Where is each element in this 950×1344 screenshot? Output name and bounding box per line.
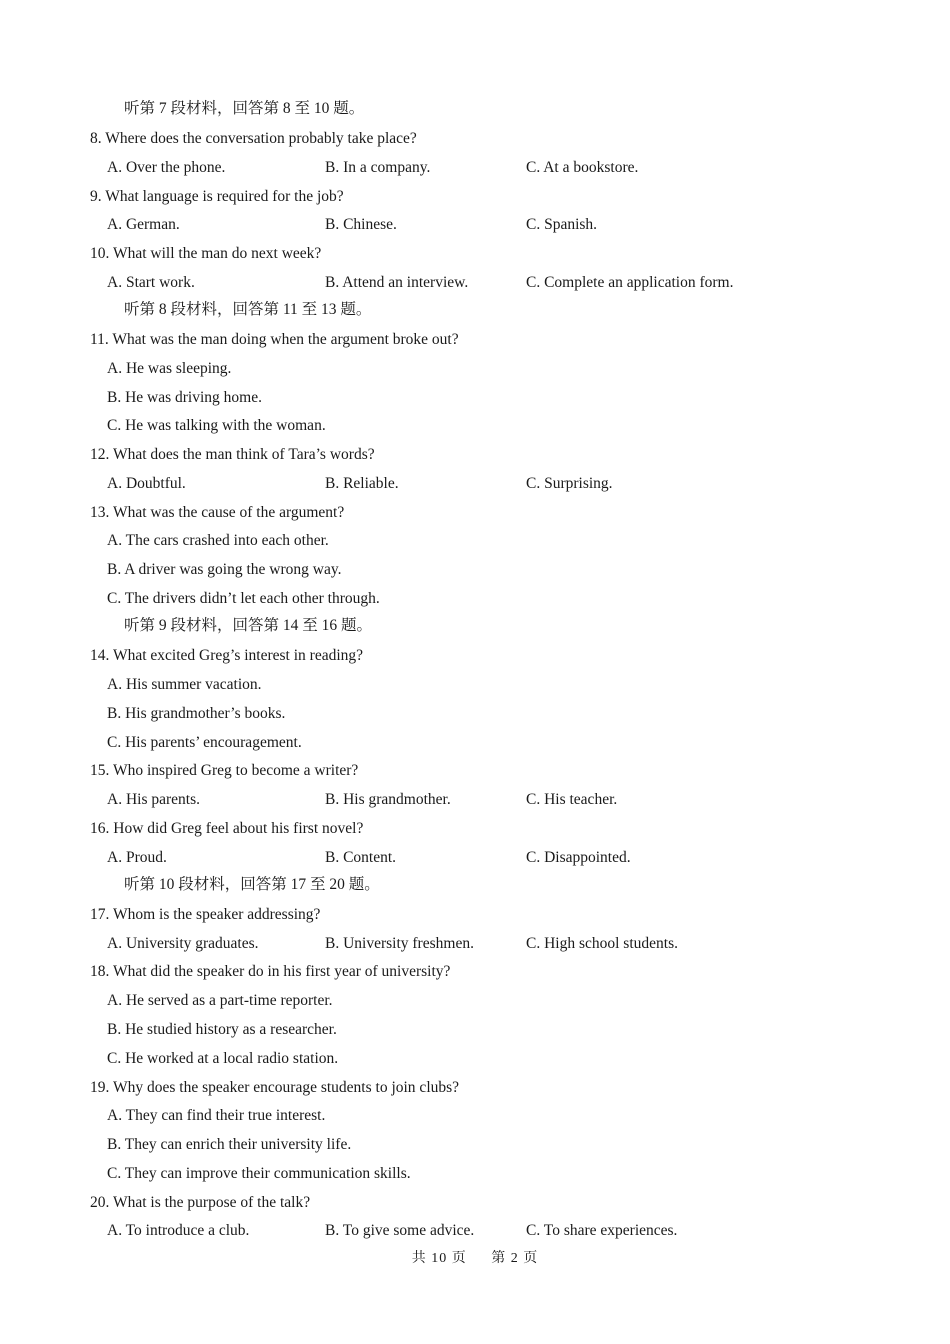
question-12-option-b: B. Reliable. — [325, 475, 399, 492]
question-14-option-c: C. His parents’ encouragement. — [107, 734, 302, 751]
question-13-option-b: B. A driver was going the wrong way. — [107, 561, 342, 578]
question-12-option-c: C. Surprising. — [526, 475, 613, 492]
page-number: 第 2 页 — [491, 1251, 539, 1266]
question-8-option-c: C. At a bookstore. — [526, 159, 639, 176]
question-8-stem: 8. Where does the conversation probably take place? — [90, 130, 417, 147]
question-18-option-b: B. He studied history as a researcher. — [107, 1021, 337, 1038]
question-11-option-b: B. He was driving home. — [107, 389, 262, 406]
question-16-option-c: C. Disappointed. — [526, 849, 631, 866]
question-14-option-a: A. His summer vacation. — [107, 676, 262, 693]
question-20-option-b: B. To give some advice. — [325, 1222, 475, 1239]
question-14-stem: 14. What excited Greg’s interest in reading? — [90, 647, 364, 664]
question-10-option-c: C. Complete an application form. — [526, 274, 734, 291]
question-20-option-a: A. To introduce a club. — [107, 1222, 250, 1239]
page-footer — [0, 1249, 950, 1269]
question-16-option-b: B. Content. — [325, 849, 397, 866]
question-14-option-b: B. His grandmother’s books. — [107, 705, 286, 722]
question-16-stem: 16. How did Greg feel about his first novel? — [90, 820, 364, 837]
question-15-stem: 15. Who inspired Greg to become a writer? — [90, 762, 359, 779]
question-18-stem: 18. What did the speaker do in his first year of university? — [90, 963, 451, 980]
question-16-option-a: A. Proud. — [107, 849, 167, 866]
question-11-option-c: C. He was talking with the woman. — [107, 417, 326, 434]
question-10-stem: 10. What will the man do next week? — [90, 245, 322, 262]
question-12-option-a: A. Doubtful. — [107, 475, 186, 492]
question-9-option-a: A. German. — [107, 216, 180, 233]
question-18-option-c: C. He worked at a local radio station. — [107, 1050, 339, 1067]
question-17-option-c: C. High school students. — [526, 935, 678, 952]
question-15-option-a: A. His parents. — [107, 791, 200, 808]
question-11-stem: 11. What was the man doing when the argument broke out? — [90, 331, 459, 348]
question-20-stem: 20. What is the purpose of the talk? — [90, 1194, 311, 1211]
question-13-option-a: A. The cars crashed into each other. — [107, 532, 329, 549]
total-pages: 共 10 页 — [411, 1251, 467, 1266]
section-heading-7: 听第 7 段材料，回答第 8 至 10 题。 — [124, 100, 365, 117]
section-heading-10: 听第 10 段材料，回答第 17 至 20 题。 — [124, 876, 380, 893]
question-8-option-b: B. In a company. — [325, 159, 431, 176]
question-17-option-a: A. University graduates. — [107, 935, 259, 952]
question-18-option-a: A. He served as a part-time reporter. — [107, 992, 333, 1009]
question-12-stem: 12. What does the man think of Tara’s words? — [90, 446, 375, 463]
question-19-stem: 19. Why does the speaker encourage students to join clubs? — [90, 1079, 460, 1096]
question-19-option-b: B. They can enrich their university life. — [107, 1136, 352, 1153]
question-17-option-b: B. University freshmen. — [325, 935, 474, 952]
question-9-option-c: C. Spanish. — [526, 216, 598, 233]
question-10-option-b: B. Attend an interview. — [325, 274, 469, 291]
question-15-option-b: B. His grandmother. — [325, 791, 451, 808]
question-17-stem: 17. Whom is the speaker addressing? — [90, 906, 321, 923]
question-8-option-a: A. Over the phone. — [107, 159, 226, 176]
question-10-option-a: A. Start work. — [107, 274, 195, 291]
question-11-option-a: A. He was sleeping. — [107, 360, 232, 377]
question-19-option-c: C. They can improve their communication skills. — [107, 1165, 411, 1182]
section-heading-8: 听第 8 段材料，回答第 11 至 13 题。 — [124, 301, 372, 318]
question-13-stem: 13. What was the cause of the argument? — [90, 504, 345, 521]
section-heading-9: 听第 9 段材料，回答第 14 至 16 题。 — [124, 617, 373, 634]
question-13-option-c: C. The drivers didn’t let each other through. — [107, 590, 380, 607]
question-9-option-b: B. Chinese. — [325, 216, 397, 233]
question-15-option-c: C. His teacher. — [526, 791, 618, 808]
question-9-stem: 9. What language is required for the job? — [90, 188, 344, 205]
question-19-option-a: A. They can find their true interest. — [107, 1107, 326, 1124]
question-20-option-c: C. To share experiences. — [526, 1222, 678, 1239]
